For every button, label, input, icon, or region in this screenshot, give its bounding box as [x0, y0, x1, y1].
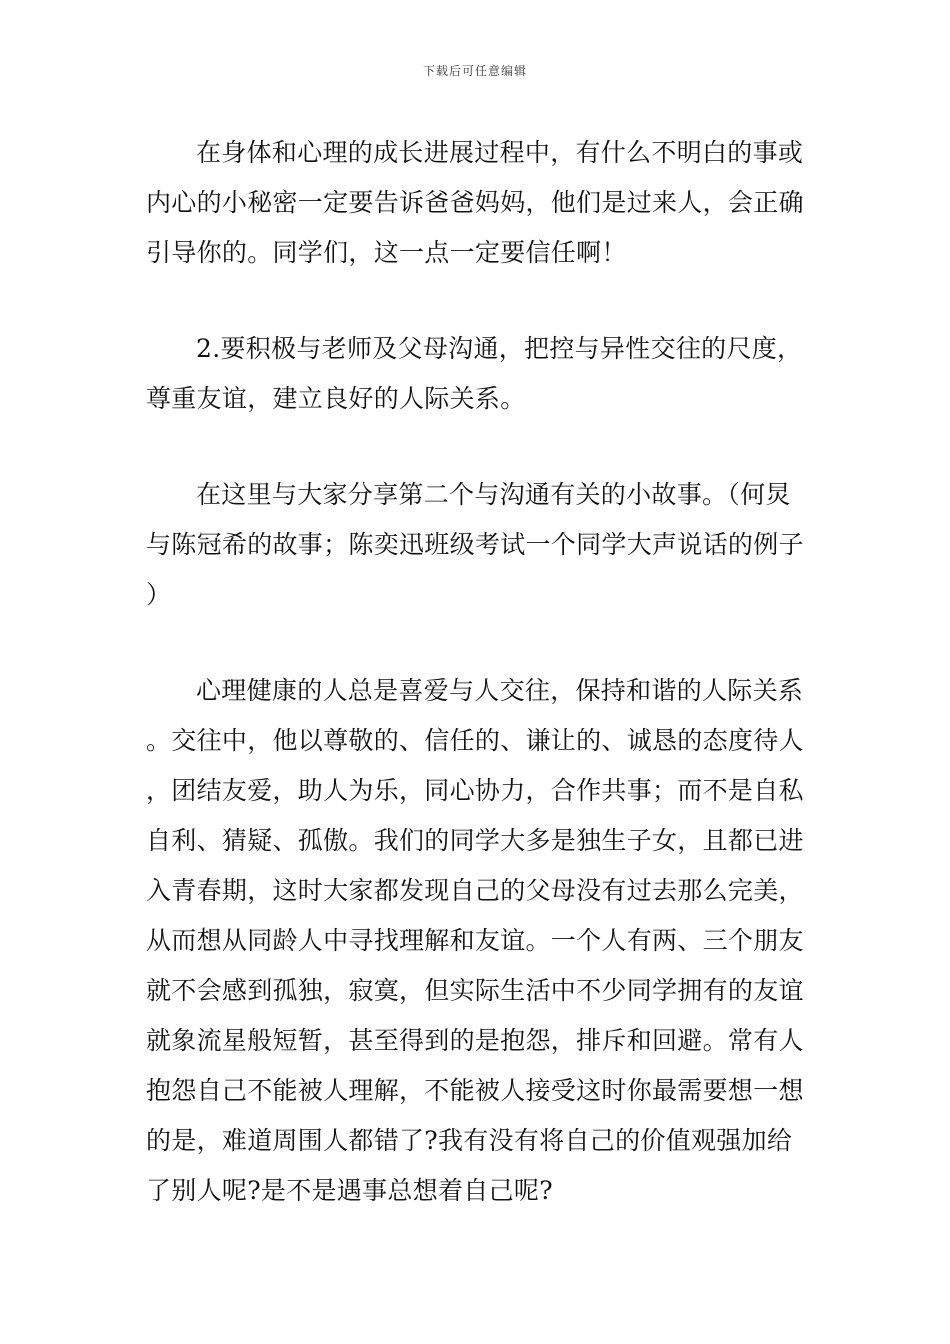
paragraph-1: 在身体和心理的成长进展过程中，有什么不明白的事或内心的小秘密一定要告诉爸爸妈妈，他们是过来人，会正确引导你的。同学们，这一点一定要信任啊！ [146, 138, 804, 267]
document-body [146, 128, 808, 1216]
paragraph-4: 心理健康的人总是喜爱与人交往，保持和谐的人际关系。交往中，他以尊敬的、信任的、谦让的、诚恳的态度待人，团结友爱，助人为乐，同心协力，合作共事；而不是自私自利、猜疑、孤傲。我们的同学大多是独生子女，且都已进入青春期，这时大家都发现自己的父母没有过去那么完美，从而想从同龄人中寻找理解和友谊。一个人有两、三个朋友就不会感到孤独，寂寞，但实际生活中不少同学拥有的友谊就象流星般短暂，甚至得到的是抱怨，排斥和回避。常有人抱怨自己不能被人理解，不能被人接受这时你最需要想一想的是，难道周围人都错了?我有没有将自己的价值观强加给了别人呢?是不是遇事总想着自己呢? [146, 676, 804, 1205]
paragraph-gap [146, 620, 808, 666]
paragraph-3: 在这里与大家分享第二个与沟通有关的小故事。（何炅与陈冠希的故事；陈奕迅班级考试一个同学大声说话的例子） [146, 480, 804, 609]
paragraph-2: 2.要积极与老师及父母沟通，把控与异性交往的尺度，尊重友谊，建立良好的人际关系。 [146, 334, 803, 413]
paragraph-gap [146, 424, 808, 470]
header-note: 下载后可任意编辑 [422, 64, 527, 78]
paragraph-gap [146, 278, 808, 324]
